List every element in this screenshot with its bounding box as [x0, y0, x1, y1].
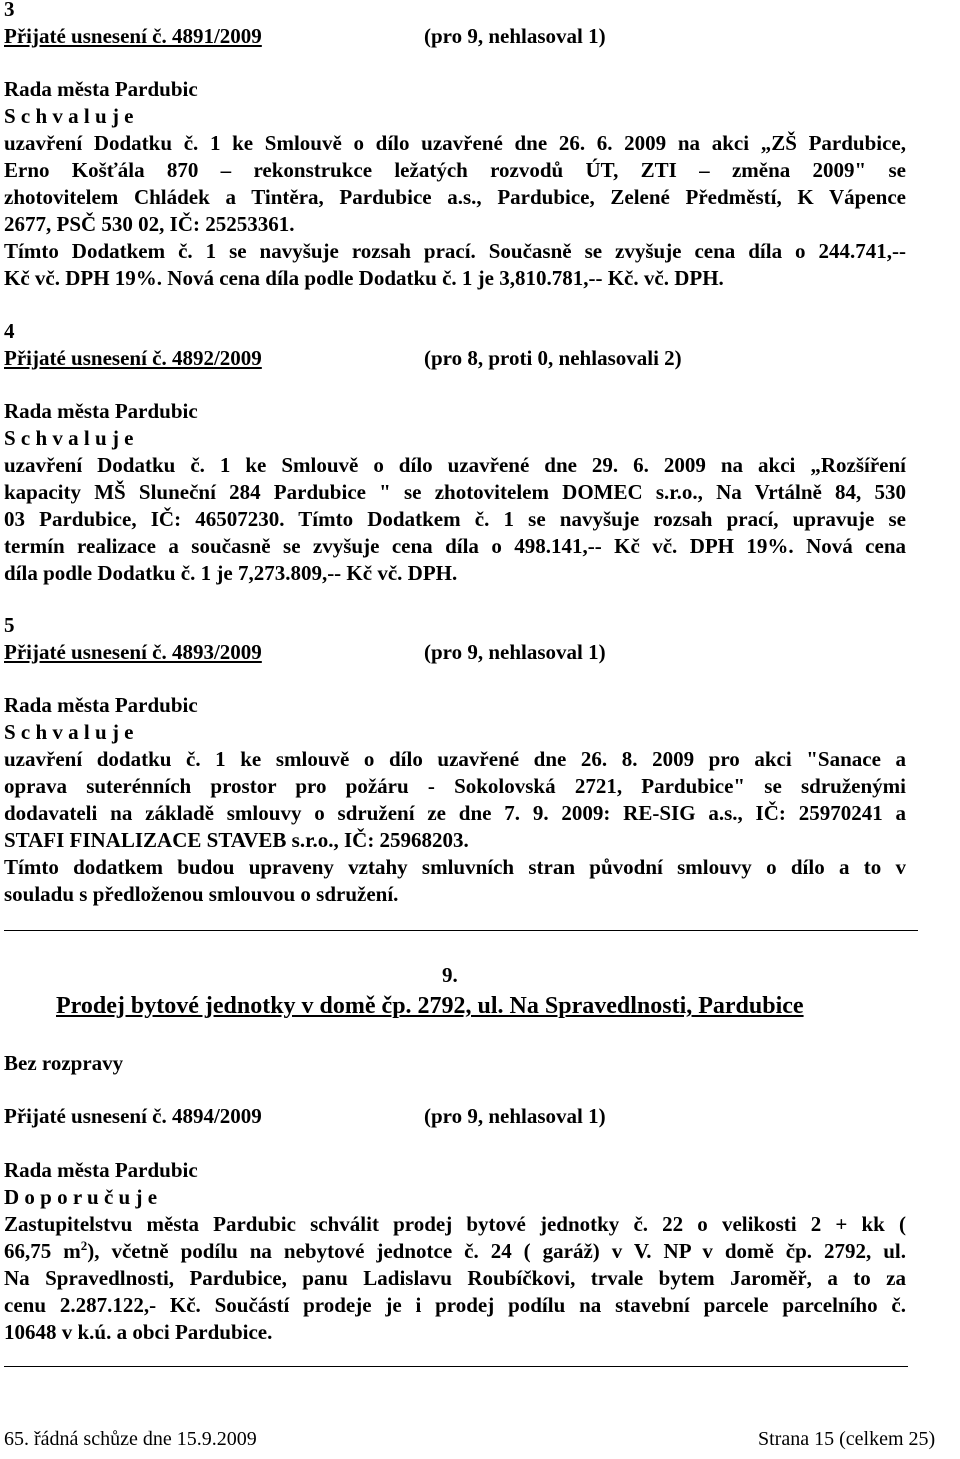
resolution-header	[4, 639, 906, 665]
resolution-text-line: termín realizace a současně se zvyšuje cena díla o 498.141,-- Kč vč. DPH 19%. Nová cena	[4, 534, 906, 558]
resolution-text-line: STAFI FINALIZACE STAVEB s.r.o., IČ: 25968203.	[4, 828, 469, 852]
resolution-text-line: 10648 v k.ú. a obci Pardubice.	[4, 1320, 273, 1344]
council-name: Rada města Pardubic	[4, 1158, 198, 1182]
resolution-header	[4, 23, 906, 49]
resolution-text-line: Tímto Dodatkem č. 1 se navyšuje rozsah prací. Současně se zvyšuje cena díla o 244.741,--	[4, 239, 906, 263]
resolution-number: 4	[4, 319, 15, 343]
resolution-label: Přijaté usnesení č. 4892/2009	[4, 346, 262, 370]
area-value: 66,75 m	[4, 1239, 81, 1263]
resolution-header	[4, 345, 906, 371]
footer-page-number: Strana 15 (celkem 25)	[758, 1428, 936, 1450]
vote-result: (pro 8, proti 0, nehlasovali 2)	[424, 346, 682, 370]
vote-result: (pro 9, nehlasoval 1)	[424, 1104, 606, 1128]
council-name: Rada města Pardubic	[4, 399, 198, 423]
council-name: Rada města Pardubic	[4, 77, 198, 101]
vote-result: (pro 9, nehlasoval 1)	[424, 640, 606, 664]
resolution-text-line: Na Spravedlnosti, Pardubice, panu Ladislavu Roubíčkovi, trvale bytem Jaroměř, a to za	[4, 1266, 906, 1290]
resolution-label: Přijaté usnesení č. 4891/2009	[4, 24, 262, 48]
section-title: Prodej bytové jednotky v domě čp. 2792, ul. Na Spravedlnosti, Pardubice	[56, 993, 804, 1019]
footer-meeting: 65. řádná schůze dne 15.9.2009	[4, 1428, 257, 1450]
discussion-note: Bez rozpravy	[4, 1051, 124, 1075]
section-divider	[4, 1366, 908, 1367]
council-name: Rada města Pardubic	[4, 693, 198, 717]
section-divider	[4, 930, 918, 931]
resolution-verb: S c h v a l u j e	[4, 720, 134, 744]
resolution-verb: S c h v a l u j e	[4, 426, 134, 450]
resolution-text-line: zhotovitelem Chládek a Tintěra, Pardubice a.s., Pardubice, Zelené Předměstí, K Vápence	[4, 185, 906, 209]
resolution-text-line: souladu s předloženou smlouvou o sdružení.	[4, 882, 399, 906]
resolution-text-line: Erno Košťála 870 – rekonstrukce ležatých rozvodů ÚT, ZTI – změna 2009" se	[4, 158, 906, 182]
resolution-verb: D o p o r u č u j e	[4, 1185, 158, 1209]
resolution-text-line: uzavření dodatku č. 1 ke smlouvě o dílo uzavřené dne 26. 8. 2009 pro akci "Sanace a	[4, 747, 906, 771]
resolution-text-line: Tímto dodatkem budou upraveny vztahy smluvních stran původní smlouvy o dílo a to v	[4, 855, 906, 879]
area-rest: ), včetně podílu na nebytové jednotce č. 24 ( garáž) v V. NP v domě čp. 2792, ul.	[87, 1239, 907, 1263]
resolution-text-line: kapacity MŠ Sluneční 284 Pardubice " se zhotovitelem DOMEC s.r.o., Na Vrtálně 84, 530	[4, 480, 906, 504]
resolution-text-line	[4, 1238, 906, 1264]
resolution-text-line: Zastupitelstvu města Pardubic schválit prodej bytové jednotky č. 22 o velikosti 2 + kk (	[4, 1212, 906, 1236]
resolution-text-line: uzavření Dodatku č. 1 ke Smlouvě o dílo uzavřené dne 29. 6. 2009 na akci „Rozšíření	[4, 453, 906, 477]
resolution-header	[4, 1103, 906, 1129]
section-number: 9.	[442, 963, 458, 987]
resolution-text-line: oprava suterénních prostor pro požáru - Sokolovská 2721, Pardubice" se sdruženými	[4, 774, 906, 798]
resolution-number: 5	[4, 613, 15, 637]
resolution-text-line: 03 Pardubice, IČ: 46507230. Tímto Dodatkem č. 1 se navyšuje rozsah prací, upravuje se	[4, 507, 906, 531]
resolution-label: Přijaté usnesení č. 4893/2009	[4, 640, 262, 664]
resolution-text-line: 2677, PSČ 530 02, IČ: 25253361.	[4, 212, 295, 236]
resolution-text-line: uzavření Dodatku č. 1 ke Smlouvě o dílo uzavřené dne 26. 6. 2009 na akci „ZŠ Pardubice,	[4, 131, 906, 155]
resolution-text-line: Kč vč. DPH 19%. Nová cena díla podle Dodatku č. 1 je 3,810.781,-- Kč. vč. DPH.	[4, 266, 724, 290]
area-unit-superscript: 2	[80, 1238, 88, 1253]
resolution-number: 3	[4, 0, 15, 21]
resolution-text-line: díla podle Dodatku č. 1 je 7,273.809,-- Kč vč. DPH.	[4, 561, 458, 585]
vote-result: (pro 9, nehlasoval 1)	[424, 24, 606, 48]
resolution-label: Přijaté usnesení č. 4894/2009	[4, 1104, 262, 1128]
resolution-text-line: cenu 2.287.122,- Kč. Součástí prodeje je i prodej podílu na stavební parcele parcelního č.	[4, 1293, 906, 1317]
resolution-text-line: dodavateli na základě smlouvy o sdružení ze dne 7. 9. 2009: RE-SIG a.s., IČ: 25970241 a	[4, 801, 906, 825]
resolution-verb: S c h v a l u j e	[4, 104, 134, 128]
